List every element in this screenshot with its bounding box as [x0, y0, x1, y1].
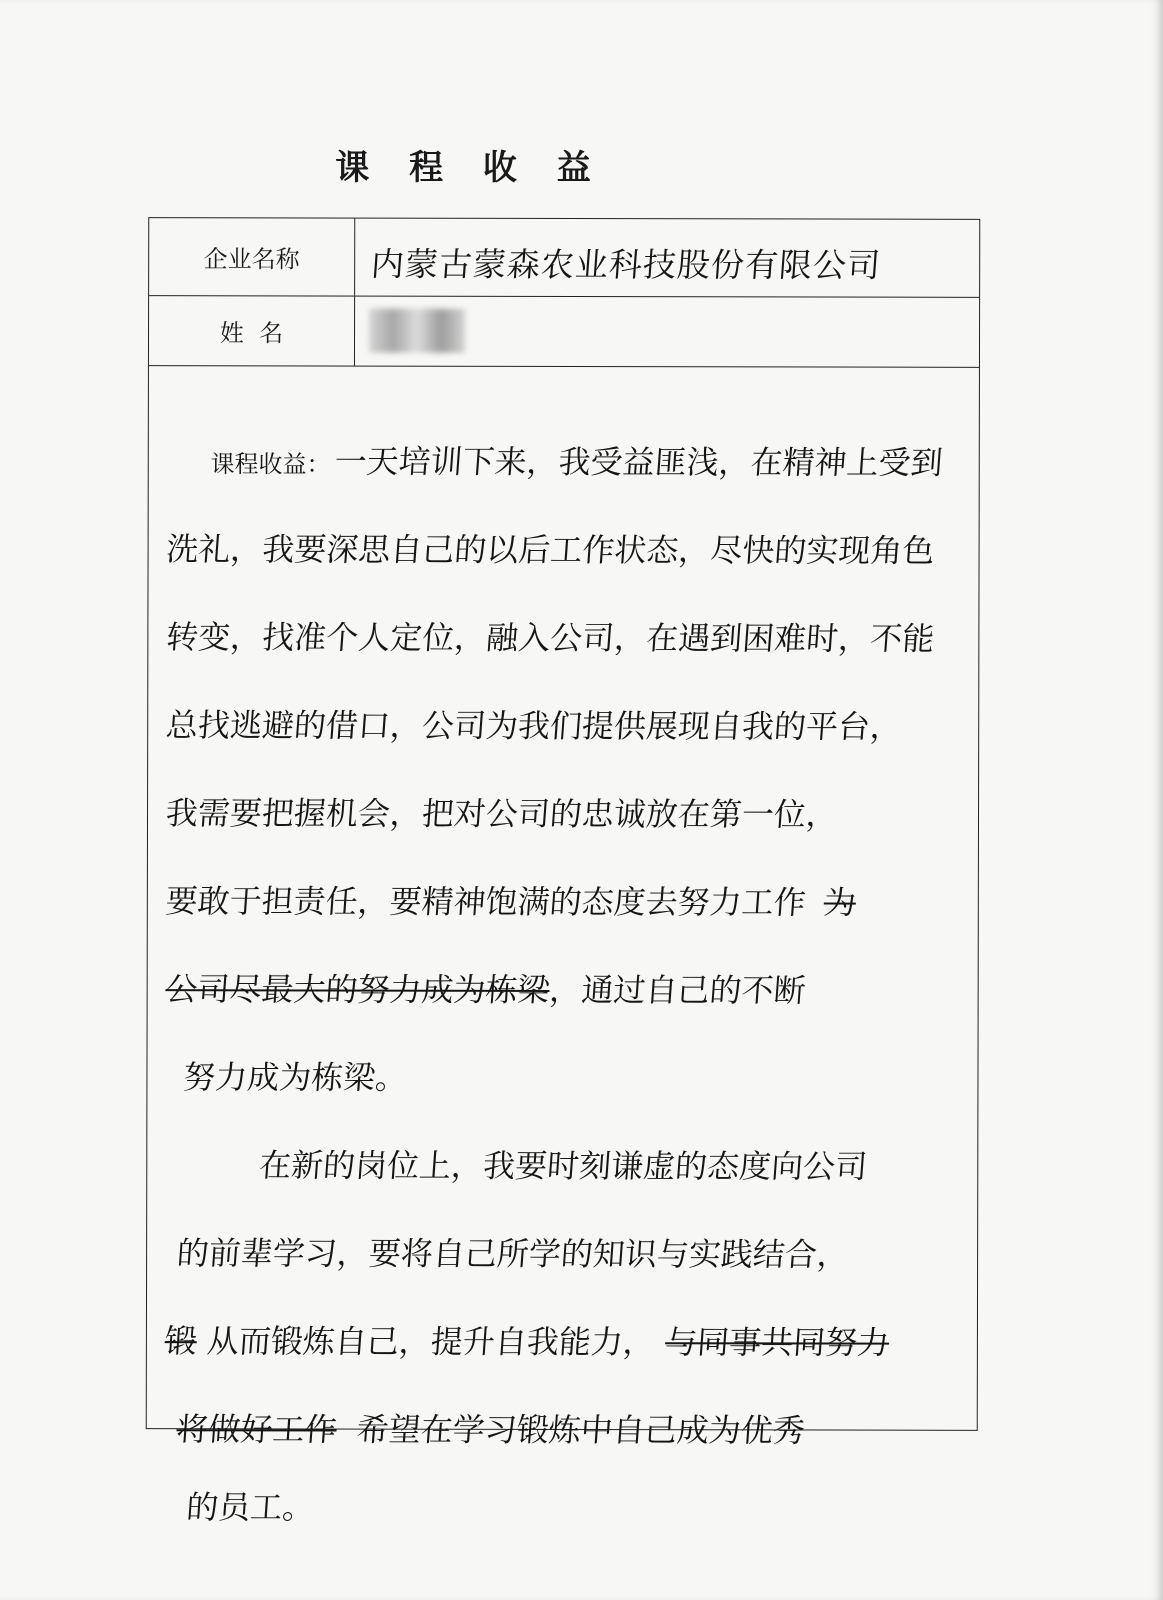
- benefits-line-11: [163, 1316, 891, 1364]
- benefit-form: [146, 217, 981, 1527]
- struck-text: 锻: [163, 1322, 199, 1361]
- handwritten-text: 通过自己的不断: [580, 971, 807, 1010]
- benefits-line-6: [164, 876, 858, 923]
- company-label: 企业名称: [149, 218, 355, 295]
- benefits-content: [147, 366, 979, 1527]
- benefits-line-10: 的前辈学习，要将自己所学的知识与实践结合，: [175, 1234, 851, 1274]
- handwritten-text: 要敢于担责任，要精神饱满的态度去努力工作: [164, 882, 808, 922]
- struck-text: 将做好工作: [175, 1410, 338, 1449]
- page-title: 课 程 收 益: [335, 148, 605, 188]
- benefits-line-12: [175, 1404, 807, 1451]
- name-row: [149, 296, 979, 368]
- benefits-line-4: 总找逃避的借口，公司为我们提供展现自我的平台，: [164, 706, 904, 746]
- company-row: [149, 218, 979, 298]
- benefits-line-13: 的员工。: [185, 1488, 316, 1527]
- benefits-line-1: [209, 436, 944, 484]
- handwritten-text: 从而锻炼自己，提升自我能力，: [205, 1322, 657, 1362]
- benefits-line-2: 洗礼，我要深思自己的以后工作状态，尽快的实现角色: [165, 530, 936, 570]
- benefits-line-7: 公司尽最大的努力成为栋梁，通过自己的不断: [164, 970, 807, 1010]
- company-value: 内蒙古蒙森农业科技股份有限公司: [369, 244, 883, 285]
- handwritten-text: 一天培训下来，我受益匪浅，在精神上受到: [333, 442, 945, 482]
- benefits-line-8: 努力成为栋梁。: [181, 1058, 409, 1097]
- benefits-label: 课程收益：: [210, 450, 331, 479]
- redacted-name: [369, 309, 465, 353]
- name-label: 姓 名: [149, 296, 355, 365]
- struck-text: 与同事共同努力: [663, 1323, 891, 1362]
- struck-text: 公司尽最大的努力成为栋梁: [164, 970, 551, 1009]
- benefits-line-5: 我需要把握机会，把对公司的忠诚放在第一位，: [164, 794, 840, 834]
- handwritten-text: 希望在学习锻炼中自己成为优秀: [355, 1410, 807, 1450]
- benefits-line-3: 转变，找准个人定位，融入公司，在遇到困难时，不能: [164, 618, 936, 658]
- benefits-line-9: 在新的岗位上，我要时刻谦虚的态度向公司: [257, 1146, 869, 1186]
- struck-text: 为: [822, 883, 858, 922]
